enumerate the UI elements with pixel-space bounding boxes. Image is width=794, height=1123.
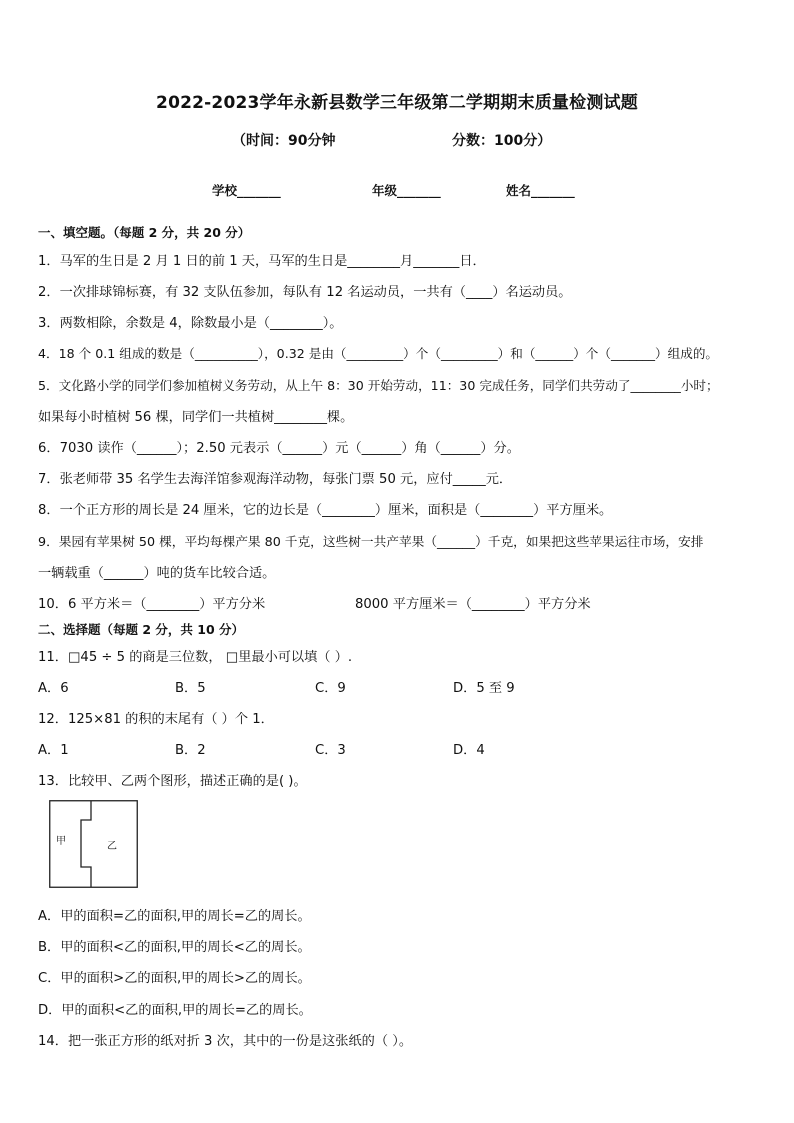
question-14: 14．把一张正方形的纸对折 3 次，其中的一份是这张纸的（ ）。 (38, 1034, 413, 1049)
question-12-option-b: B．2 (175, 743, 206, 758)
question-1: 1．马军的生日是 2 月 1 日的前 1 天，马军的生日是________月_______日． (38, 254, 486, 269)
question-12: 12．125×81 的积的末尾有（ ）个 1． (38, 712, 274, 727)
question-13-option-a: A．甲的面积=乙的面积,甲的周长=乙的周长。 (38, 909, 311, 924)
question-12-option-d: D．4 (453, 743, 485, 758)
section-fill-blank-heading: 一、填空题。（每题 2 分，共 20 分） (38, 225, 251, 240)
exam-time: （时间：90分钟 (232, 133, 336, 149)
question-3: 3．两数相除，余数是 4，除数最小是（________）。 (38, 316, 343, 331)
question-10-part-b: 8000 平方厘米＝（________）平方分米 (355, 597, 591, 612)
question-13-option-b: B．甲的面积<乙的面积,甲的周长<乙的周长。 (38, 940, 311, 955)
question-11-option-a: A．6 (38, 681, 69, 696)
school-field: 学校_______ (212, 183, 281, 198)
question-5-line-1: 5．文化路小学的同学们参加植树义务劳动，从上午 8：30 开始劳动，11：30 完成任务，同学们共劳动了________小时； (38, 378, 719, 393)
question-12-option-c: C．3 (315, 743, 346, 758)
question-11: 11．□45 ÷ 5 的商是三位数， □里最小可以填（ ）. (38, 650, 353, 665)
question-11-option-b: B．5 (175, 681, 206, 696)
question-9-line-2: 一辆载重（______）吨的货车比较合适。 (38, 566, 276, 581)
question-5-line-2: 如果每小时植树 56 棵，同学们一共植树________棵。 (38, 410, 354, 425)
question-2: 2．一次排球锦标赛，有 32 支队伍参加，每队有 12 名运动员，一共有（____）名运动员。 (38, 285, 572, 300)
question-9-line-1: 9．果园有苹果树 50 棵，平均每棵产果 80 千克，这些树一共产苹果（______）千克，如果把这些苹果运往市场，安排 (38, 534, 704, 549)
question-13-option-c: C．甲的面积>乙的面积,甲的周长>乙的周长。 (38, 971, 311, 986)
question-10-part-a: 10．6 平方米＝（________）平方分米 (38, 597, 266, 612)
question-13: 13．比较甲、乙两个图形，描述正确的是( )。 (38, 774, 307, 789)
figure-label-yi: 乙 (107, 841, 117, 852)
exam-score: 分数：100分） (452, 133, 552, 149)
question-11-option-c: C．9 (315, 681, 346, 696)
figure-dividing-line (81, 801, 91, 887)
question-13-option-d: D．甲的面积<乙的面积,甲的周长=乙的周长。 (38, 1003, 312, 1018)
question-6: 6．7030 读作（______）；2.50 元表示（______）元（______）角（______）分。 (38, 441, 520, 456)
section-choice-heading: 二、选择题（每题 2 分，共 10 分） (38, 622, 245, 637)
grade-field: 年级_______ (372, 183, 441, 198)
question-8: 8．一个正方形的周长是 24 厘米，它的边长是（________）厘米，面积是（________）平方厘米。 (38, 503, 613, 518)
question-7: 7．张老师带 35 名学生去海洋馆参观海洋动物，每张门票 50 元，应付_____元． (38, 472, 513, 487)
name-field: 姓名_______ (506, 183, 575, 198)
question-12-option-a: A．1 (38, 743, 69, 758)
question-13-shape-figure (49, 800, 138, 888)
figure-label-jia: 甲 (56, 836, 66, 847)
page-title: 2022-2023学年永新县数学三年级第二学期期末质量检测试题 (156, 93, 638, 113)
question-4: 4．18 个 0.1 组成的数是（__________），0.32 是由（_________）个（_________）和（______）个（_______）组成的。 (38, 346, 719, 361)
question-11-option-d: D．5 至 9 (453, 681, 515, 696)
